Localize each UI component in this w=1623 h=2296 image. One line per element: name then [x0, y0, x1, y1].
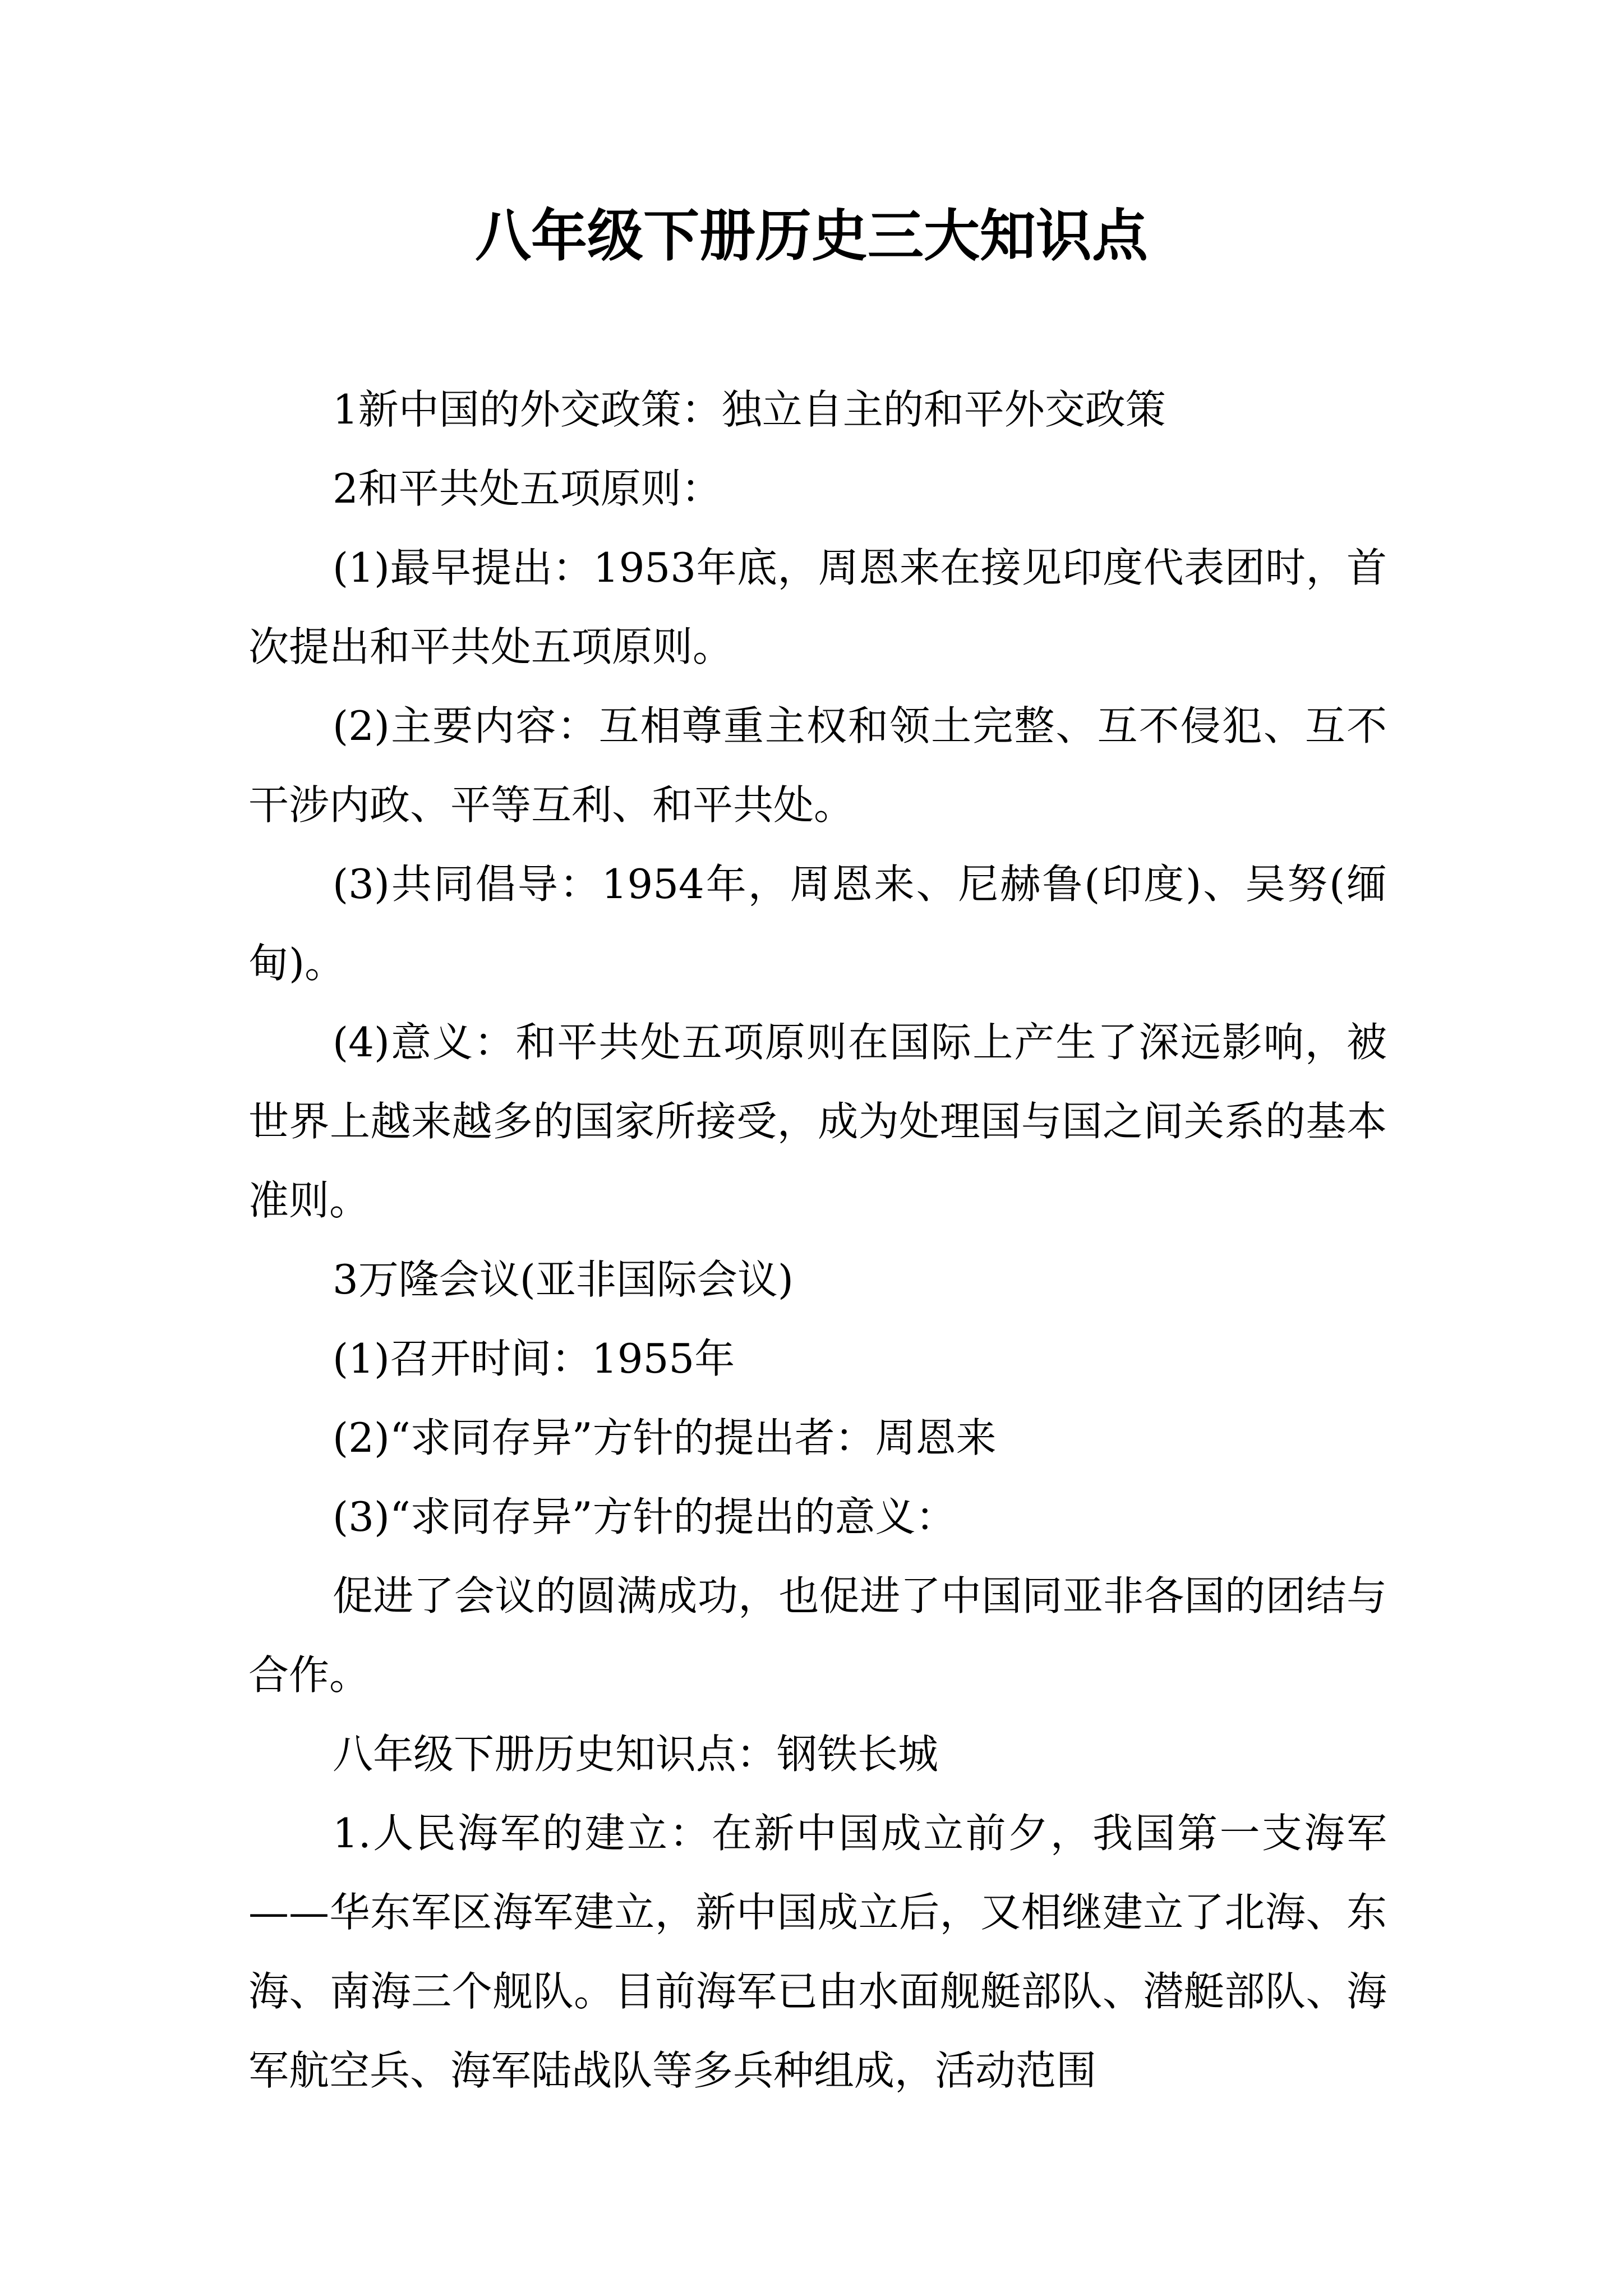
paragraph-foreign-policy: 1新中国的外交政策：独立自主的和平外交政策	[333, 386, 1166, 433]
document-body	[248, 370, 1387, 2110]
paragraph-joint-advocacy: (3)共同倡导：1954年，周恩来、尼赫鲁(印度)、吴努(缅甸)。	[248, 861, 1387, 987]
paragraph-first-proposed: (1)最早提出：1953年底，周恩来在接见印度代表团时，首次提出和平共处五项原则。	[248, 544, 1387, 670]
paragraph-bandung-meaning: 促进了会议的圆满成功，也促进了中国同亚非各国的团结与合作。	[248, 1572, 1387, 1699]
paragraph-bandung-heading: 3万隆会议(亚非国际会议)	[333, 1256, 794, 1303]
paragraph-bandung-time: (1)召开时间：1955年	[333, 1335, 735, 1382]
paragraph-significance: (4)意义：和平共处五项原则在国际上产生了深远影响，被世界上越来越多的国家所接受，成为处理国与国之间关系的基本准则。	[248, 1019, 1387, 1224]
document-title: 八年级下册历史三大知识点	[475, 203, 1148, 269]
paragraph-bandung-meaning-heading: (3)“求同存异”方针的提出的意义：	[333, 1493, 956, 1540]
paragraph-steel-great-wall-heading: 八年级下册历史知识点：钢铁长城	[333, 1731, 939, 1778]
paragraph-main-content: (2)主要内容：互相尊重主权和领土完整、互不侵犯、互不干涉内政、平等互利、和平共处。	[248, 702, 1387, 829]
paragraph-bandung-proposer: (2)“求同存异”方针的提出者：周恩来	[333, 1414, 997, 1461]
paragraph-navy-founding: 1.人民海军的建立：在新中国成立前夕，我国第一支海军——华东军区海军建立，新中国成立后，又相继建立了北海、东海、南海三个舰队。目前海军已由水面舰艇部队、潜艇部队、海军航空兵、海军陆战队等多兵种组成，活动范围	[248, 1810, 1387, 2094]
paragraph-five-principles-heading: 2和平共处五项原则：	[333, 465, 722, 512]
